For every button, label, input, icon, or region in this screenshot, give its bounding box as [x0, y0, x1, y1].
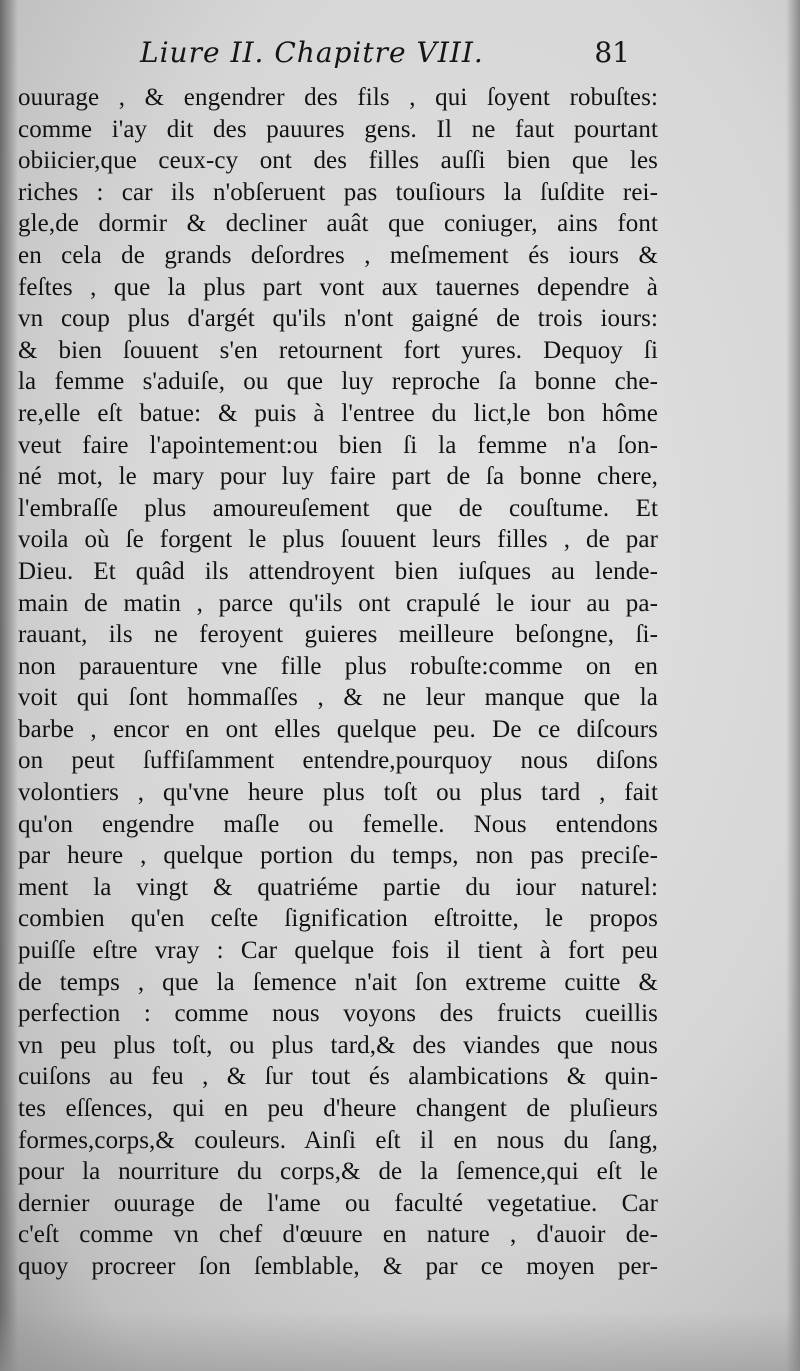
text-line: ouurage , & engendrer des fils , qui ſoyent robuſtes:	[18, 84, 658, 111]
text-line: en cela de grands deſordres , meſmement és iours &	[18, 241, 658, 269]
text-line: vn peu plus toſt, ou plus tard,& des viandes que nous	[18, 1031, 658, 1059]
text-line: pour la nourriture du corps,& de la ſemence,qui eſt le	[18, 1158, 658, 1186]
text-line: riches : car ils n'obſeruent pas touſiours la ſuſdite rei-	[18, 178, 658, 206]
text-line: comme i'ay dit des pauures gens. Il ne faut pourtant	[18, 115, 658, 143]
text-line: perfection : comme nous voyons des fruicts cueillis	[18, 1000, 658, 1028]
text-line: ment la vingt & quatriéme partie du iour naturel:	[18, 873, 658, 901]
text-line: re,elle eſt batue: & puis à l'entree du lict,le bon hôme	[18, 399, 658, 427]
text-line: & bien ſouuent s'en retournent fort yures. Dequoy ſi	[18, 336, 658, 364]
text-line: c'eſt comme vn chef d'œuure en nature , d'auoir de-	[18, 1221, 658, 1249]
body-text	[18, 82, 658, 1283]
text-line: veut faire l'apointement:ou bien ſi la femme n'a ſon-	[18, 431, 658, 459]
text-line: par heure , quelque portion du temps, non pas preciſe-	[18, 842, 658, 870]
text-line: voit qui ſont hommaſſes , & ne leur manque que la	[18, 684, 658, 712]
text-line: voila où ſe forgent le plus ſouuent leurs filles , de par	[18, 526, 658, 554]
page-number: 81	[594, 36, 630, 69]
text-line: obiicier,que ceux-cy ont des filles auſſi bien que les	[18, 147, 658, 175]
running-title: Liure II. Chapitre VIII.	[140, 36, 484, 69]
text-line: rauant, ils ne feroyent guieres meilleure beſongne, ſi-	[18, 621, 658, 649]
text-line: la femme s'aduiſe, ou que luy reproche ſa bonne che-	[18, 368, 658, 396]
text-line: combien qu'en ceſte ſignification eſtroitte, le propos	[18, 905, 658, 933]
bottom-margin	[0, 1311, 800, 1371]
text-line: gle,de dormir & decliner auât que coniuger, ains font	[18, 210, 658, 238]
text-line: tes eſſences, qui en peu d'heure changent de pluſieurs	[18, 1095, 658, 1122]
page-header	[0, 36, 800, 76]
text-line: feſtes , que la plus part vont aux tauernes dependre à	[18, 273, 658, 301]
text-line: formes,corps,& couleurs. Ainſi eſt il en nous du ſang,	[18, 1126, 658, 1154]
text-line: l'embraſſe plus amoureuſement que de couſtume. Et	[18, 494, 658, 522]
text-line: qu'on engendre maſle ou femelle. Nous entendons	[18, 810, 658, 838]
text-line: cuiſons au feu , & ſur tout és alambications & quin-	[18, 1063, 658, 1091]
text-line: on peut ſuffiſamment entendre,pourquoy nous diſons	[18, 747, 658, 775]
text-line: volontiers , qu'vne heure plus toſt ou plus tard , fait	[18, 779, 658, 807]
text-line: dernier ouurage de l'ame ou faculté vegetatiue. Car	[18, 1189, 658, 1217]
text-line: de temps , que la ſemence n'ait ſon extreme cuitte &	[18, 968, 658, 996]
text-line: non parauenture vne fille plus robuſte:comme on en	[18, 652, 658, 680]
text-line: vn coup plus d'argét qu'ils n'ont gaigné de trois iours:	[18, 305, 658, 333]
text-line: né mot, le mary pour luy faire part de ſa bonne chere,	[18, 463, 658, 491]
text-line: Dieu. Et quâd ils attendroyent bien iuſques au lende-	[18, 557, 658, 585]
text-line: barbe , encor en ont elles quelque peu. De ce diſcours	[18, 715, 658, 743]
text-line: quoy procreer ſon ſemblable, & par ce moyen per-	[18, 1252, 658, 1280]
text-line: main de matin , parce qu'ils ont crapulé le iour au pa-	[18, 589, 658, 617]
text-line: puiſſe eſtre vray : Car quelque fois il tient à fort peu	[18, 937, 658, 965]
